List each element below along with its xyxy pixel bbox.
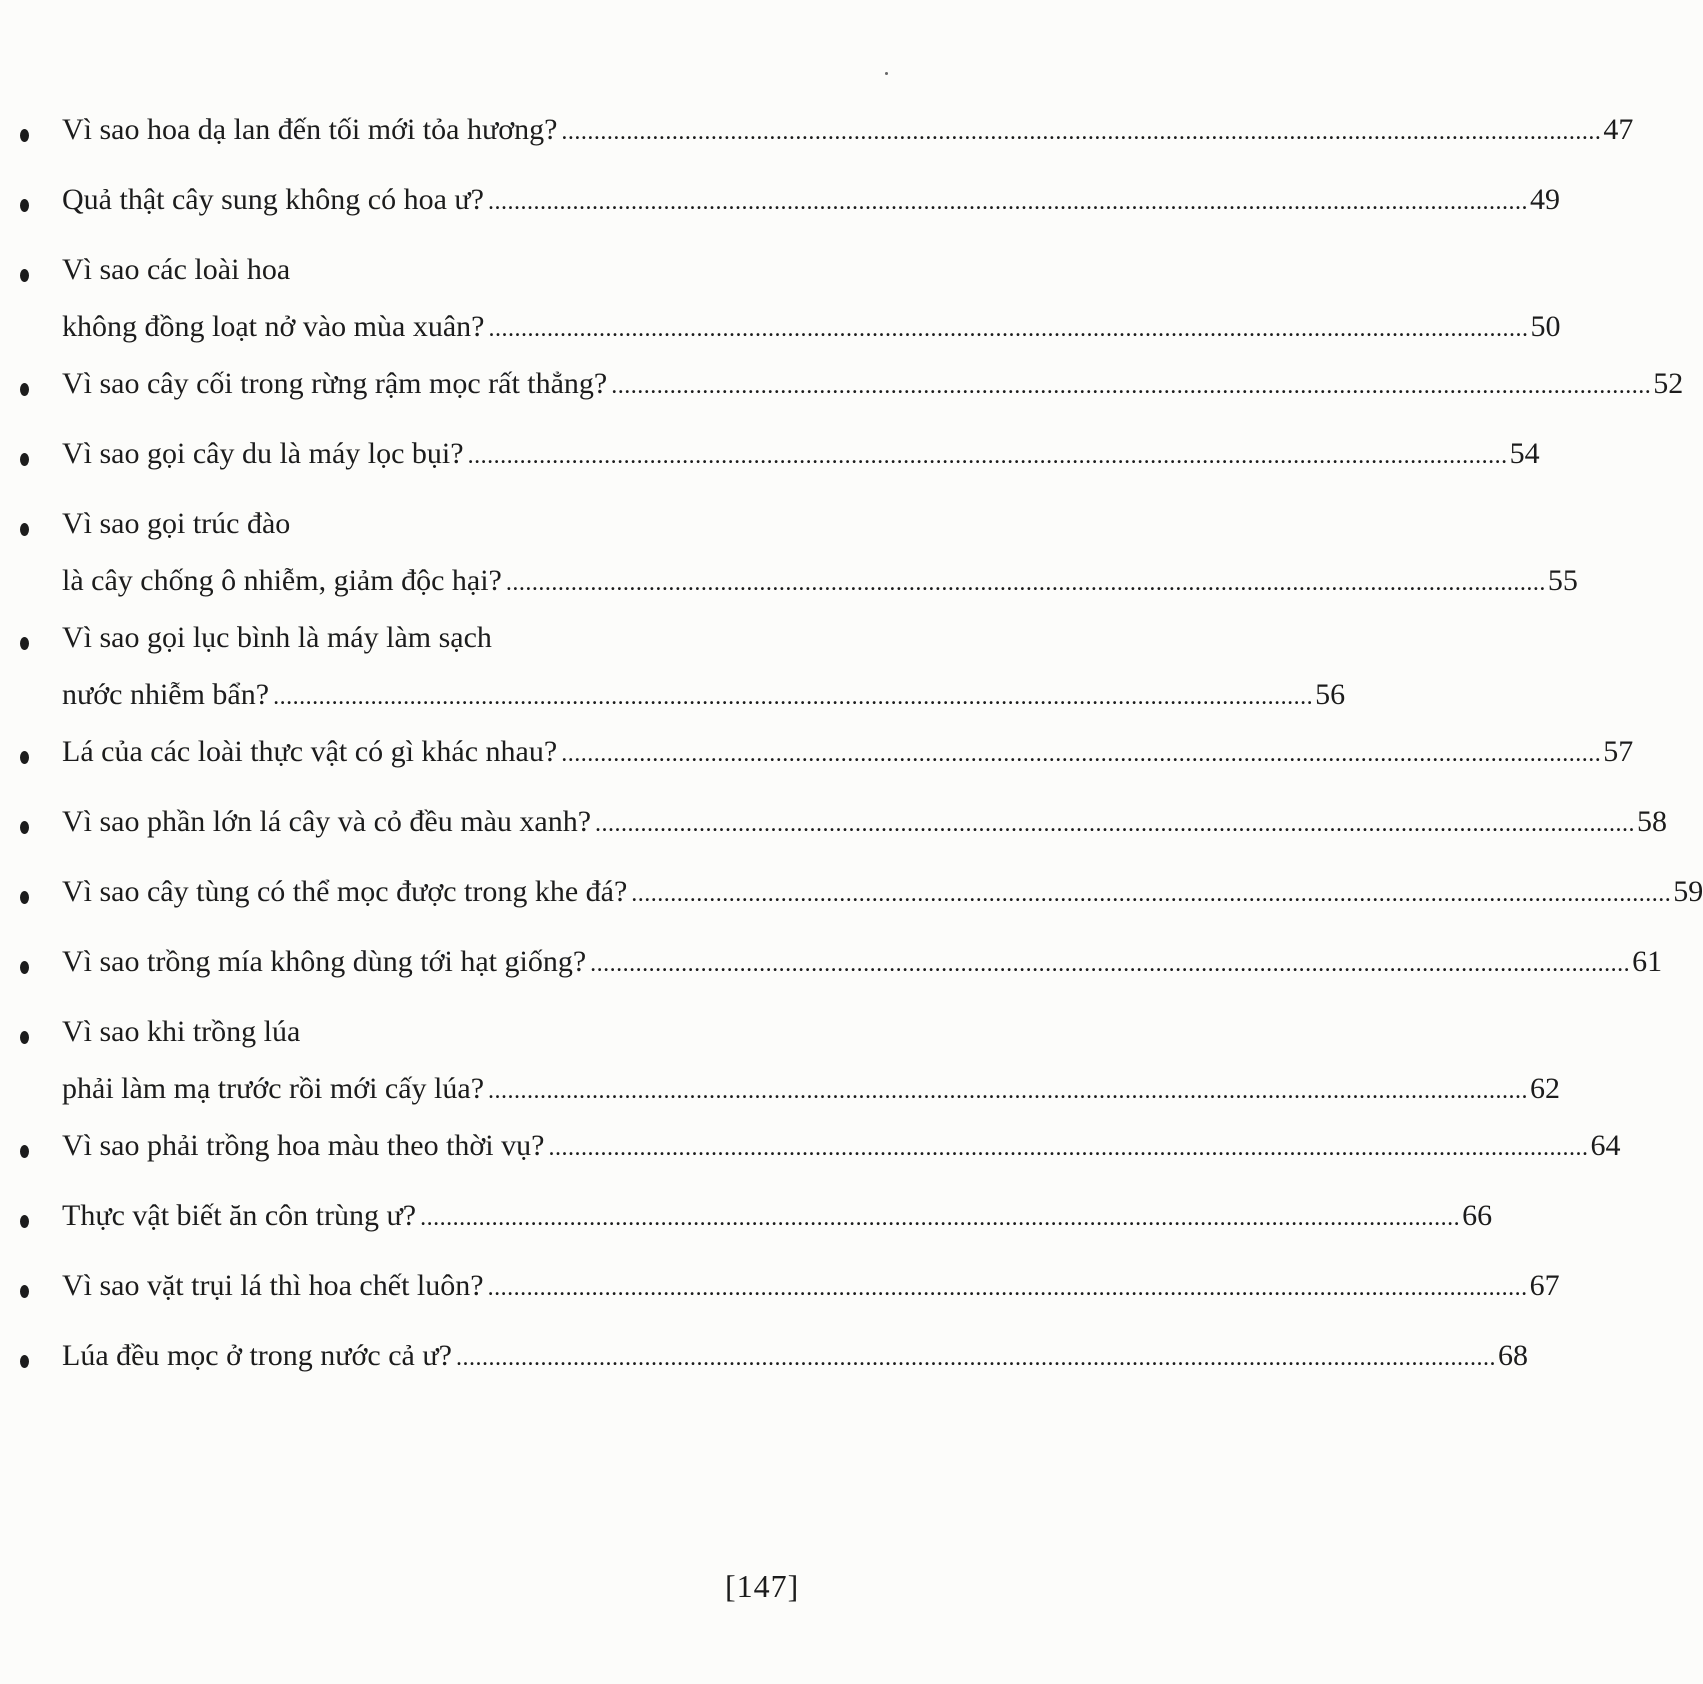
bullet-icon bbox=[20, 453, 29, 466]
toc-entry-page: 62 bbox=[1530, 1072, 1561, 1105]
toc-entry-title: Vì sao vặt trụi lá thì hoa chết luôn? bbox=[62, 1269, 484, 1302]
scan-speck bbox=[885, 72, 888, 75]
toc-entry-title: phải làm mạ trước rồi mới cấy lúa? bbox=[62, 1072, 485, 1105]
toc-entry-title: Vì sao các loài hoa bbox=[62, 253, 291, 286]
toc-entry-page: 58 bbox=[1637, 805, 1668, 838]
toc-entry-line bbox=[62, 674, 1346, 716]
toc-entry-page: 64 bbox=[1590, 1129, 1621, 1162]
dot-leader: ................................................................................................................................................................ bbox=[273, 684, 1314, 710]
toc-entry-line bbox=[62, 801, 1668, 843]
toc-entry-line bbox=[62, 731, 1634, 773]
bullet-icon bbox=[20, 1285, 29, 1298]
dot-leader: ................................................................................................................................................................ bbox=[455, 1345, 1496, 1371]
bullet-icon bbox=[20, 821, 29, 834]
toc-entry-title: Lúa đều mọc ở trong nước cả ư? bbox=[62, 1339, 452, 1372]
toc-entry-line bbox=[62, 433, 1540, 475]
toc-entry-line bbox=[62, 306, 1561, 348]
dot-leader: ................................................................................................................................................................ bbox=[548, 1135, 1589, 1161]
toc-entry-line bbox=[62, 363, 1684, 405]
dot-leader: ................................................................................................................................................................ bbox=[487, 1275, 1528, 1301]
bullet-icon bbox=[20, 129, 29, 142]
dot-leader: ................................................................................................................................................................ bbox=[595, 811, 1636, 837]
dot-leader: ................................................................................................................................................................ bbox=[505, 570, 1546, 596]
bullet-icon bbox=[20, 751, 29, 764]
dot-leader: ................................................................................................................................................................ bbox=[467, 443, 1508, 469]
dot-leader: ................................................................................................................................................................ bbox=[487, 189, 1528, 215]
toc-entry-line bbox=[62, 109, 1634, 151]
toc-entry-page: 57 bbox=[1603, 735, 1634, 768]
toc-entry-page: 61 bbox=[1632, 945, 1663, 978]
toc-entry-page: 56 bbox=[1315, 678, 1346, 711]
toc-entry-title: nước nhiễm bẩn? bbox=[62, 678, 270, 711]
toc-entry-title: không đồng loạt nở vào mùa xuân? bbox=[62, 310, 485, 343]
bullet-icon bbox=[20, 269, 29, 282]
toc-entry-title: Vì sao khi trồng lúa bbox=[62, 1015, 301, 1048]
page-number: [147] bbox=[725, 1568, 800, 1604]
toc-entry-page: 68 bbox=[1497, 1339, 1528, 1372]
toc-entry-page: 67 bbox=[1529, 1269, 1560, 1302]
toc-entry-line bbox=[62, 179, 1560, 221]
toc-entry-title: Vì sao hoa dạ lan đến tối mới tỏa hương? bbox=[62, 113, 558, 146]
toc-entry-title: Vì sao gọi lục bình là máy làm sạch bbox=[62, 621, 492, 654]
toc-entry-title: Vì sao gọi cây du là máy lọc bụi? bbox=[62, 437, 464, 470]
toc-entry-page: 66 bbox=[1462, 1199, 1493, 1232]
toc-entry-title: Vì sao phải trồng hoa màu theo thời vụ? bbox=[62, 1129, 545, 1162]
toc-entry-page: 55 bbox=[1547, 564, 1578, 597]
toc-entry-line bbox=[62, 871, 1703, 913]
bullet-icon bbox=[20, 199, 29, 212]
dot-leader: ................................................................................................................................................................ bbox=[631, 881, 1672, 907]
toc-entry-page: 47 bbox=[1603, 113, 1634, 146]
dot-leader: ................................................................................................................................................................ bbox=[611, 373, 1652, 399]
bullet-icon bbox=[20, 961, 29, 974]
bullet-icon bbox=[20, 891, 29, 904]
bullet-icon bbox=[20, 1355, 29, 1368]
toc-entry-title: Thực vật biết ăn côn trùng ư? bbox=[62, 1199, 417, 1232]
bullet-icon bbox=[20, 1145, 29, 1158]
dot-leader: ................................................................................................................................................................ bbox=[561, 741, 1602, 767]
dot-leader: ................................................................................................................................................................ bbox=[488, 316, 1529, 342]
toc-entry-title: Vì sao phần lớn lá cây và cỏ đều màu xanh? bbox=[62, 805, 592, 838]
bullet-icon bbox=[20, 1031, 29, 1044]
toc-entry-line bbox=[62, 560, 1578, 602]
toc-entry-page: 50 bbox=[1530, 310, 1561, 343]
toc-entry-page: 49 bbox=[1529, 183, 1560, 216]
toc-entry-line bbox=[62, 1335, 1528, 1377]
toc-entry-title: là cây chống ô nhiễm, giảm độc hại? bbox=[62, 564, 502, 597]
bullet-icon bbox=[20, 637, 29, 650]
bullet-icon bbox=[20, 383, 29, 396]
toc-entry-title: Vì sao cây cối trong rừng rậm mọc rất thẳng? bbox=[62, 367, 608, 400]
dot-leader: ................................................................................................................................................................ bbox=[420, 1205, 1461, 1231]
toc-entry-title: Quả thật cây sung không có hoa ư? bbox=[62, 183, 484, 216]
bullet-icon bbox=[20, 523, 29, 536]
toc-entry-line bbox=[62, 1125, 1621, 1167]
toc-entry-line bbox=[62, 1265, 1560, 1307]
toc-entry-page: 52 bbox=[1653, 367, 1684, 400]
toc-entry-line bbox=[62, 941, 1663, 983]
bullet-icon bbox=[20, 1215, 29, 1228]
toc-entry-title: Lá của các loài thực vật có gì khác nhau? bbox=[62, 735, 558, 768]
toc-entry-title: Vì sao cây tùng có thể mọc được trong khe đá? bbox=[62, 875, 628, 908]
toc-entry-line bbox=[62, 1195, 1493, 1237]
toc-entry-page: 59 bbox=[1673, 875, 1703, 908]
dot-leader: ................................................................................................................................................................ bbox=[488, 1078, 1529, 1104]
toc-entry-title: Vì sao trồng mía không dùng tới hạt giống? bbox=[62, 945, 587, 978]
toc-entry-title: Vì sao gọi trúc đào bbox=[62, 507, 291, 540]
toc-entry-page: 54 bbox=[1509, 437, 1540, 470]
dot-leader: ................................................................................................................................................................ bbox=[561, 119, 1602, 145]
toc-entry-line bbox=[62, 1068, 1561, 1110]
dot-leader: ................................................................................................................................................................ bbox=[590, 951, 1631, 977]
